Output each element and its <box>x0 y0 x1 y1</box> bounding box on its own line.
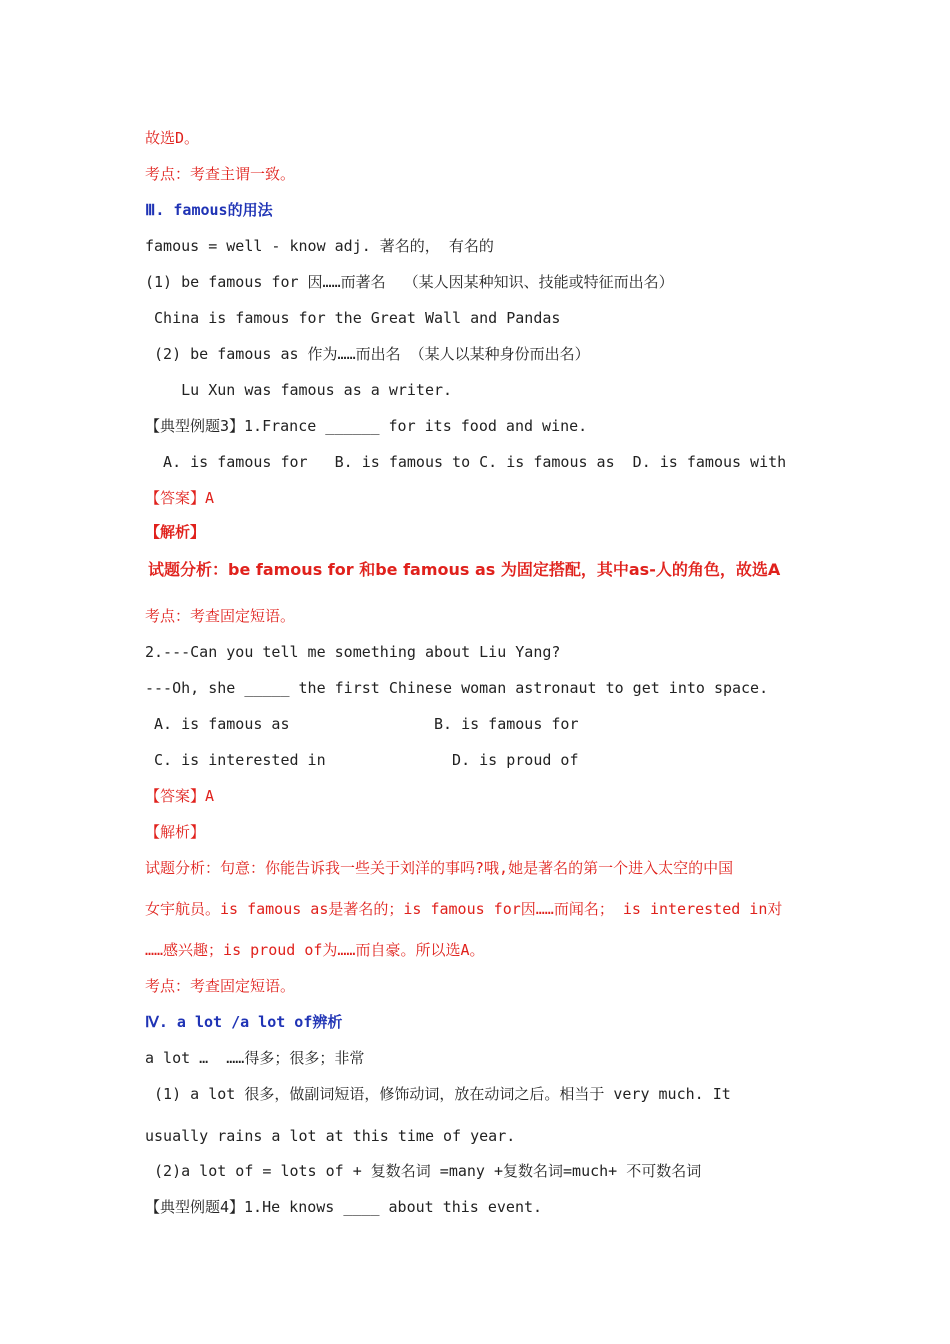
line-analysis-label-2: 【解析】 <box>145 823 206 841</box>
line-famous-def: famous = well - know adj. 著名的， 有名的 <box>145 237 494 255</box>
line-analysis-2a: 试题分析：句意：你能告诉我一些关于刘洋的事吗?哦,她是著名的第一个进入太空的中国 <box>145 859 734 877</box>
line-q2-options-cd: C. is interested in D. is proud of <box>145 751 579 769</box>
line-example3-options: A. is famous for B. is famous to C. is famous as D. is famous with <box>145 453 787 471</box>
heading-alot-comparison: Ⅳ. a lot /a lot of辨析 <box>145 1013 343 1031</box>
line-famous-for: (1) be famous for 因……而著名 （某人因某种知识、技能或特征而出名） <box>145 273 674 291</box>
line-china-example: China is famous for the Great Wall and Pandas <box>145 309 561 327</box>
heading-famous-usage: Ⅲ. famous的用法 <box>145 201 273 219</box>
line-answer-d: 故选D。 <box>145 129 200 147</box>
line-example4-q1: 【典型例题4】1.He knows ____ about this event. <box>145 1198 543 1216</box>
line-analysis-1: 试题分析：be famous for 和be famous as 为固定搭配，其中as-人的角色，故选A <box>148 560 781 579</box>
line-q2-reply: ---Oh, she _____ the first Chinese woman astronaut to get into space. <box>145 679 769 697</box>
line-q2-stem: 2.---Can you tell me something about Liu Yang? <box>145 643 561 661</box>
line-answer-label-1: 【答案】A <box>145 489 215 507</box>
line-answer-label-2: 【答案】A <box>145 787 215 805</box>
line-kaodian-1: 考点：考查主谓一致。 <box>145 165 296 183</box>
line-kaodian-3: 考点：考查固定短语。 <box>145 977 296 995</box>
line-q2-options-ab: A. is famous as B. is famous for <box>145 715 579 733</box>
line-analysis-label-1: 【解析】 <box>145 523 206 541</box>
line-alot-def: a lot … ……得多；很多；非常 <box>145 1049 365 1067</box>
line-example3-q1: 【典型例题3】1.France ______ for its food and wine. <box>145 417 588 435</box>
line-famous-as: (2) be famous as 作为……而出名 （某人以某种身份而出名） <box>145 345 590 363</box>
line-analysis-2b: 女宇航员。is famous as是著名的；is famous for因……而闻名； is interested in对 <box>145 900 783 918</box>
line-alot-1-cont: usually rains a lot at this time of year. <box>145 1127 516 1145</box>
line-analysis-2c: ……感兴趣；is proud of为……而自豪。所以选A。 <box>145 941 485 959</box>
line-alot-2: (2)a lot of = lots of + 复数名词 =many +复数名词=much+ 不可数名词 <box>145 1162 702 1180</box>
line-luxun-example: Lu Xun was famous as a writer. <box>145 381 453 399</box>
line-alot-1: (1) a lot 很多，做副词短语，修饰动词，放在动词之后。相当于 very much. It <box>145 1085 731 1103</box>
line-kaodian-2: 考点：考查固定短语。 <box>145 607 296 625</box>
